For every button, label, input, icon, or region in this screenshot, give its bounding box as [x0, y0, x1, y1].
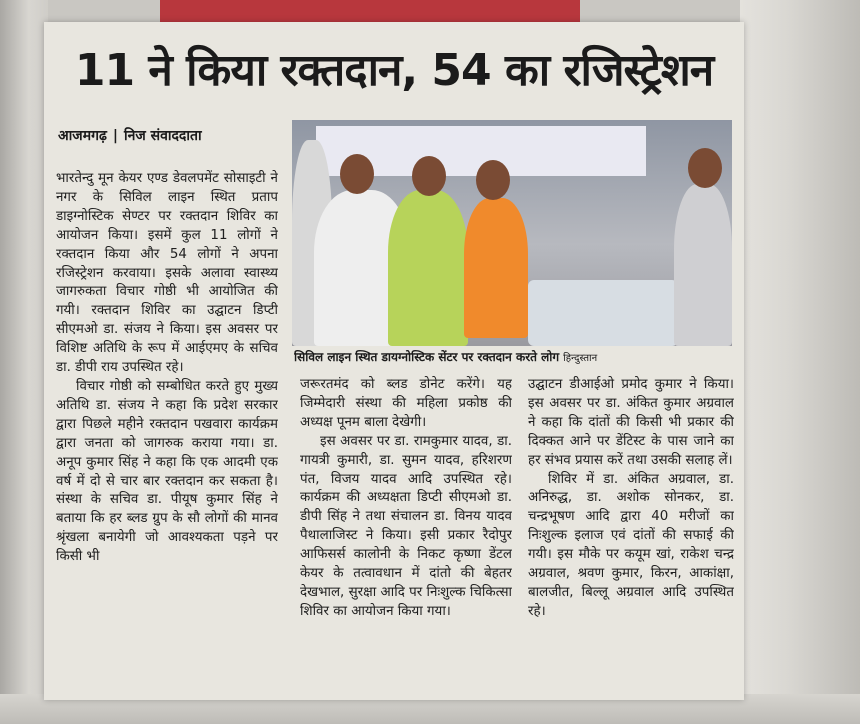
article-column-2: [300, 376, 512, 696]
paragraph: उद्घाटन डीआईओ प्रमोद कुमार ने किया। इस अवसर पर डा. अंकित कुमार अग्रवाल ने कहा कि दांतों की किसी भी प्रकार की दिक्कत आने पर डेंटिस्ट के पास जाने का हर संभव प्रयास करें तथा उसकी सलाह लें।: [528, 377, 734, 468]
photo-person-head: [340, 154, 374, 194]
photo-person: [464, 198, 528, 338]
photo-person: [674, 184, 732, 346]
photo-person-head: [476, 160, 510, 200]
dateline-reporter: निज संवाददाता: [123, 128, 202, 144]
photo-person-head: [688, 148, 722, 188]
headline: 11 ने किया रक्तदान, 54 का रजिस्ट्रेशन: [74, 45, 714, 96]
paragraph: भारतेन्दु मून केयर एण्ड डेवलपमेंट सोसाइटी ने नगर के सिविल लाइन स्थित प्रताप डाइग्नोस्टिक सेण्टर पर रक्तदान शिविर का आयोजन किया। इसमें कुल 11 लोगों ने रक्तदान किया और 54 लोगों ने अपना रजिस्ट्रेशन करवाया। इसके अलावा स्वास्थ्य जागरुकता विचार गोष्ठी भी आयोजित की गयी। रक्तदान शिविर का उद्घाटन डिप्टी सीएमओ डा. संजय ने किया। इस अवसर पर विशिष्ट अतिथि के रूप में आईएमए के सचिव डा. डीपी राय उपस्थित रहे।: [56, 171, 278, 376]
dateline: आजमगढ़ | निज संवाददाता: [58, 128, 202, 144]
news-photo: [292, 120, 732, 346]
article-column-1: [56, 170, 278, 695]
paragraph: इस अवसर पर डा. रामकुमार यादव, डा. गायत्री कुमारी, डा. सुमन यादव, हरिशरण पंत, विजय यादव आदि उपस्थित रहे। कार्यक्रम की अध्यक्षता डिप्टी सीएमओ डा. डीपी सिंह ने तथा संचालन डा. विनय यादव पैथालाजिस्ट ने किया। इसी प्रकार रैदोपुर आफिसर्स कालोनी के निकट कृष्णा डेंटल केयर के तत्वावधान में दांतो की बेहतर देखभाल, सुरक्षा आदि पर निःशुल्क चिकित्सा शिविर का आयोजन किया गया।: [300, 433, 512, 619]
photo-person-head: [412, 156, 446, 196]
dateline-place: आजमगढ़: [58, 128, 107, 144]
article-column-3: [528, 376, 734, 696]
photo-bed: [528, 280, 678, 346]
background-right: [740, 0, 860, 724]
background-left: [0, 0, 48, 724]
newspaper-clipping: [44, 22, 744, 700]
paragraph: शिविर में डा. अंकित अग्रवाल, डा. अनिरुद्ध, डा. अशोक सोनकर, डा. चन्द्रभूषण आदि द्वारा 40 मरीजों का निःशुल्क इलाज एवं दांतों की सफाई की गयी। इस मौके पर कयूम खां, राकेश चन्द्र अग्रवाल, श्रवण कुमार, किरन, आकांक्षा, बालजीत, बिल्लू अग्रवाल आदि उपस्थित रहे।: [528, 471, 734, 619]
caption-text: सिविल लाइन स्थित डायग्नोस्टिक सेंटर पर रक्तदान करते लोग: [294, 350, 560, 364]
photo-credit: हिन्दुस्तान: [563, 353, 598, 364]
paragraph: विचार गोष्ठी को सम्बोधित करते हुए मुख्य अतिथि डा. संजय ने कहा कि प्रदेश सरकार द्वारा पिछले महीने रक्तदान पखवारा कार्यक्रम द्वारा जनता को जागरुक कराया गया। डा. अनूप कुमार सिंह ने कहा कि एक आदमी एक वर्ष में दो से चार बार रक्तदान कर सकता है। संस्था के सचिव डा. पीयूष कुमार सिंह ने बताया कि हर ब्लड ग्रुप के सौ लोगों की मानव श्रृंखला बनायेगी जो आवश्यकता पड़ने पर किसी भी: [56, 378, 278, 565]
photo-person: [388, 190, 468, 346]
paragraph: जरूरतमंद को ब्लड डोनेट करेंगे। यह जिम्मेदारी संस्था की महिला प्रकोष्ठ की अध्यक्ष पूनम बाला देखेगी।: [300, 377, 512, 430]
photo-caption: [294, 348, 734, 368]
